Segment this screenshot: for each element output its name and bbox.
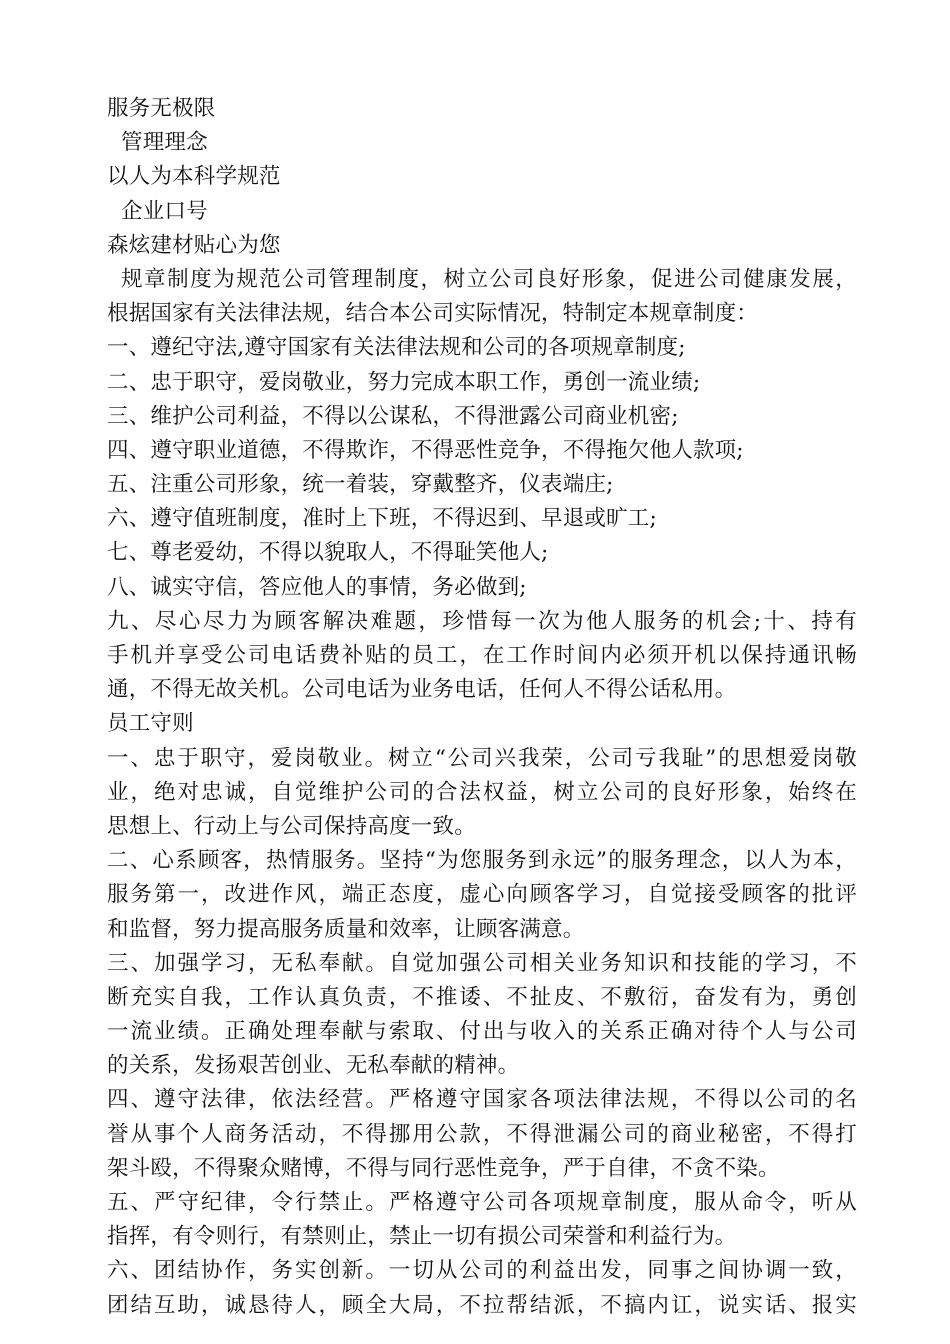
text-line: 三、加强学习，无私奉献。自觉加强公司相关业务知识和技能的学习，不	[107, 950, 857, 976]
text-line: 四、遵守职业道德，不得欺诈，不得恶性竞争，不得拖欠他人款项;	[107, 437, 744, 463]
text-line: 七、尊老爱幼，不得以貌取人，不得耻笑他人;	[107, 540, 549, 566]
text-line: 八、诚实守信，答应他人的事情，务必做到;	[107, 574, 527, 600]
text-line: 五、严守纪律，令行禁止。严格遵守公司各项规章制度，服从命令，听从	[107, 1190, 857, 1215]
text-line: 规章制度为规范公司管理制度，树立公司良好形象，促进公司健康发展，	[121, 266, 857, 292]
text-line: 架斗殴，不得聚众赌博，不得与同行恶性竞争，严于自律，不贪不染。	[107, 1155, 780, 1181]
text-line: 团结互助，诚恳待人，顾全大局，不拉帮结派，不搞内讧，说实话、报实	[107, 1292, 857, 1318]
text-line: 断充实自我，工作认真负责，不推诿、不扯皮、不敷衍，奋发有为，勇创	[107, 984, 857, 1010]
text-line: 和监督，努力提高服务质量和效率，让顾客满意。	[107, 916, 585, 942]
text-line: 企业口号	[121, 198, 208, 224]
text-line: 的关系，发扬艰苦创业、无私奉献的精神。	[107, 1053, 520, 1079]
text-line: 誉从事个人商务活动，不得挪用公款，不得泄漏公司的商业秘密，不得打	[107, 1121, 857, 1147]
text-line: 服务第一，改进作风，端正态度，虚心向顾客学习，自觉接受顾客的批评	[107, 882, 857, 908]
text-line: 根据国家有关法律法规，结合本公司实际情况，特制定本规章制度：	[107, 301, 759, 327]
text-line: 思想上、行动上与公司保持高度一致。	[107, 813, 476, 839]
text-line: 一、遵纪守法,遵守国家有关法律法规和公司的各项规章制度;	[107, 335, 686, 361]
text-line: 二、心系顾客，热情服务。坚持“为您服务到永远”的服务理念，以人为本，	[107, 848, 857, 874]
text-line: 通，不得无故关机。公司电话为业务电话，任何人不得公话私用。	[107, 677, 737, 703]
text-line: 一、忠于职守，爱岗敬业。树立“公司兴我荣，公司亏我耻”的思想爱岗敬	[107, 745, 857, 771]
text-line: 四、遵守法律，依法经营。严格遵守国家各项法律法规，不得以公司的名	[107, 1087, 857, 1113]
text-line: 员工守则	[107, 711, 194, 737]
text-line: 森炫建材贴心为您	[107, 232, 281, 258]
text-line: 九、尽心尽力为顾客解决难题，珍惜每一次为他人服务的机会;十、持有	[107, 608, 857, 634]
text-line: 以人为本科学规范	[107, 164, 281, 190]
text-line: 业，绝对忠诚，自觉维护公司的合法权益，树立公司的良好形象，始终在	[107, 779, 857, 805]
text-line: 六、团结协作，务实创新。一切从公司的利益出发，同事之间协调一致，	[107, 1258, 857, 1284]
text-line: 五、注重公司形象，统一着装，穿戴整齐，仪表端庄;	[107, 472, 614, 498]
text-line: 六、遵守值班制度，准时上下班，不得迟到、早退或旷工;	[107, 506, 657, 532]
text-line: 指挥，有令则行，有禁则止，禁止一切有损公司荣誉和利益行为。	[107, 1224, 737, 1250]
document-page	[107, 92, 857, 1323]
text-line: 二、忠于职守，爱岗敬业，努力完成本职工作，勇创一流业绩;	[107, 369, 701, 395]
text-line: 服务无极限	[107, 96, 216, 121]
text-line: 一流业绩。正确处理奉献与索取、付出与收入的关系正确对待个人与公司	[107, 1019, 857, 1045]
text-line: 三、维护公司利益，不得以公谋私，不得泄露公司商业机密;	[107, 403, 679, 429]
text-line: 管理理念	[121, 130, 208, 156]
text-line: 手机并享受公司电话费补贴的员工，在工作时间内必须开机以保持通讯畅	[107, 643, 857, 668]
